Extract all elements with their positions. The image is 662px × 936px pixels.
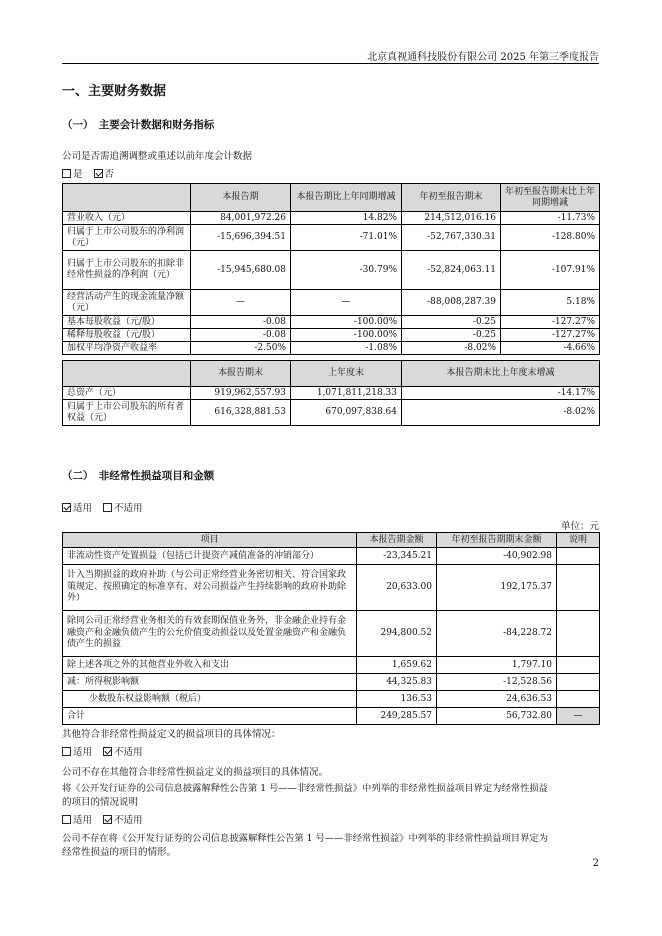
table-row: 归属于上市公司股东的净利润（元） -15,696,394.51 -71.01% -52,767,330.31 -128.80% [63,225,600,251]
table-header-cell: 本报告期 [191,184,291,212]
table-header-cell: 年初至报告期末比上年同期增减 [501,184,600,212]
table-header-cell: 本报告期末 [191,361,291,387]
key-financial-table [62,183,600,355]
table-row: 减：所得税影响额 44,325.83 -12,528.56 [63,674,600,691]
section-title: 一、主要财务数据 [62,84,167,99]
table-row: 经营活动产生的现金流量净额（元） — — -88,008,287.39 5.18% [63,290,600,316]
table-row: 归属于上市公司股东的扣除非经常性损益的净利润（元） -15,945,680.08 -30.79% -52,824,063.11 -107.91% [63,251,600,290]
report-header: 北京真视通科技股份有限公司 2025 年第三季度报告 [367,52,599,63]
table-row: 加权平均净资产收益率 -2.50% -1.08% -8.02% -4.66% [63,342,600,355]
option-yes[interactable]: 是 [62,169,83,180]
non-recurring-table [62,532,600,725]
table-header-cell: 项目 [63,533,357,548]
apply-options-3 [62,812,151,826]
checkbox-yes[interactable] [62,169,71,178]
table-header-cell: 本报告期末比上年度末增减 [402,361,600,387]
checkbox-not-apply[interactable] [103,503,112,512]
table-row: 除同公司正常经营业务相关的有效套期保值业务外，非金融企业持有金融资产和金融负债产生的公允价值变动损益以及处置金融资产和金融负债产生的损益 294,800.52 -84,228.72 [63,611,600,657]
balance-table [62,360,600,426]
retro-question: 公司是否需追溯调整或重述以前年度会计数据 [62,151,253,162]
table-row: 营业收入（元） 84,001,972.26 14.82% 214,512,016.16 -11.73% [63,212,600,225]
option-no[interactable]: 否 [94,169,115,180]
table-header-cell [63,361,191,387]
table-header-cell [63,184,191,212]
no-reclass-line1: 公司不存在将《公开发行证券的公司信息披露解释性公告第 1 号——非经常性损益》中列举的非经常性损益项目界定为 [62,833,548,844]
option-apply[interactable]: 适用 [62,747,92,758]
table-row: 归属于上市公司股东的所有者权益（元） 616,328,881.53 670,097,838.64 -8.02% [63,400,600,426]
table-row: 总资产（元） 919,962,557.93 1,071,811,218.33 -14.17% [63,387,600,400]
apply-options-1 [62,500,151,514]
checkbox-apply[interactable] [62,815,71,824]
table-header-cell: 年初至报告期期末金额 [437,533,557,548]
checkbox-no[interactable] [94,169,103,178]
option-apply[interactable]: 适用 [62,503,92,514]
apply-options-2 [62,744,151,758]
checkbox-apply[interactable] [62,503,71,512]
reclass-text-line2: 的项目的情况说明 [62,797,139,808]
no-reclass-line2: 经常性损益的项目的情形。 [62,847,177,858]
option-not-apply[interactable]: 不适用 [103,815,143,826]
page-number: 2 [592,858,599,869]
table-header-cell: 说明 [557,533,600,548]
table-header-cell: 上年度末 [291,361,402,387]
checkbox-not-apply[interactable] [103,747,112,756]
option-apply[interactable]: 适用 [62,815,92,826]
subsection-title-1: （一） 主要会计数据和财务指标 [62,119,215,131]
header-rule [62,63,599,64]
table-row: 稀释每股收益（元/股） -0.08 -100.00% -0.25 -127.27% [63,329,600,342]
checkbox-apply[interactable] [62,747,71,756]
table-row: 基本每股收益（元/股） -0.08 -100.00% -0.25 -127.27% [63,316,600,329]
option-not-apply[interactable]: 不适用 [103,747,143,758]
retro-options [62,166,122,180]
table-row: 计入当期损益的政府补助（与公司正常经营业务密切相关、符合国家政策规定、按照确定的标准享有、对公司损益产生持续影响的政府补助除外） 20,633.00 192,175.37 [63,565,600,611]
subsection-title-2: （二） 非经常性损益项目和金额 [62,470,215,482]
table-header-cell: 本报告期比上年同期增减 [291,184,402,212]
table-row: 除上述各项之外的其他营业外收入和支出 1,659.62 1,797.10 [63,657,600,674]
no-other-text: 公司不存在其他符合非经常性损益定义的损益项目的具体情况。 [62,767,329,778]
option-not-apply[interactable]: 不适用 [103,503,143,514]
table-header-cell: 年初至报告期末 [402,184,501,212]
unit-label: 单位：元 [560,521,599,532]
table-header-cell: 本报告期金额 [357,533,437,548]
table-row: 合计 249,285.57 56,732.80 — [63,708,600,725]
other-items-text: 其他符合非经常性损益定义的损益项目的具体情况： [62,729,281,740]
table-row: 少数股东权益影响额（税后） 136.53 24,636.53 [63,691,600,708]
table-row: 非流动性资产处置损益（包括已计提资产减值准备的冲销部分） -23,345.21 -40,902.98 [63,548,600,565]
reclass-text-line1: 将《公开发行证券的公司信息披露解释性公告第 1 号——非经常性损益》中列举的非经常性损益项目界定为经常性损益 [62,783,548,794]
checkbox-not-apply[interactable] [103,815,112,824]
